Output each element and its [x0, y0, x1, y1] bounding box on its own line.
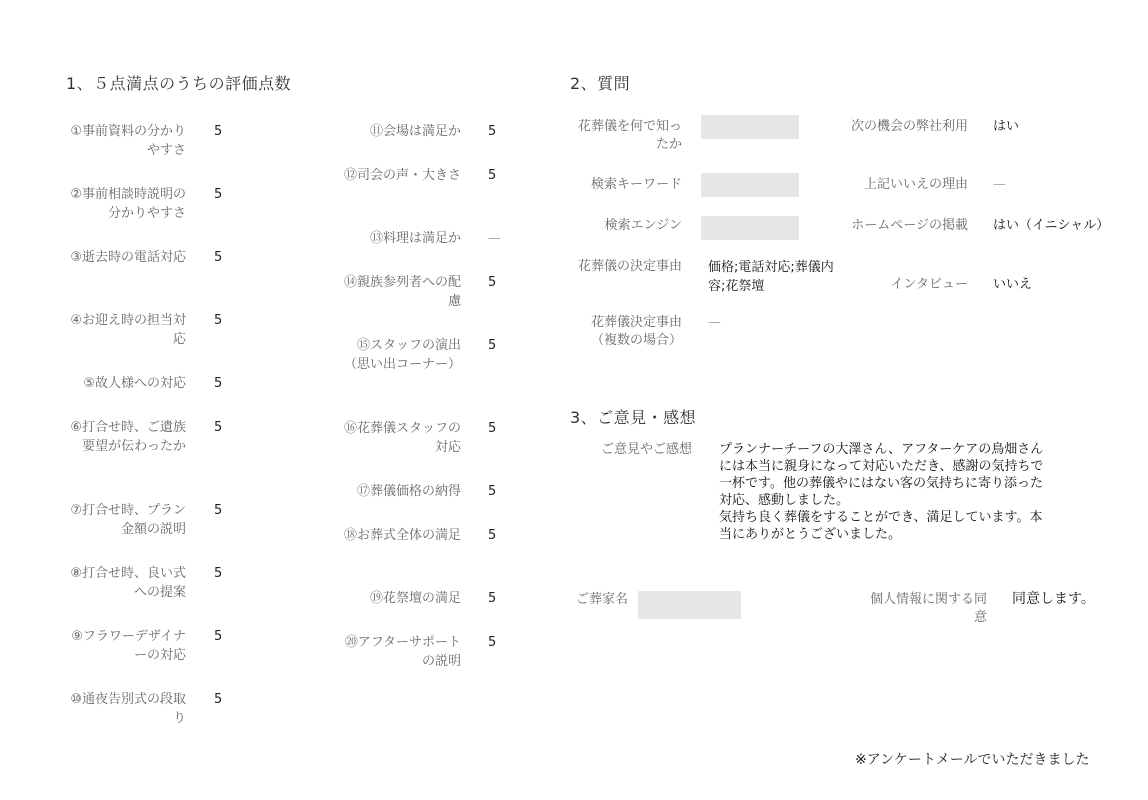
rating-value: 5	[214, 250, 223, 265]
rating-row	[66, 248, 234, 311]
rating-label: ①事前資料の分かりやすさ	[70, 124, 186, 158]
rating-label: ⑤故人様への対応	[83, 376, 186, 391]
rating-row	[66, 311, 234, 374]
rating-label: ⑮スタッフの演出（思い出コーナー）	[343, 338, 461, 372]
rating-label: ⑩通夜告別式の段取り	[70, 692, 186, 726]
section2-title: 2、質問	[570, 74, 631, 93]
rating-value: 5	[214, 420, 223, 435]
rating-row	[340, 336, 508, 419]
rating-value: 5	[488, 528, 497, 543]
rating-label: ⑭親族参列者への配慮	[343, 275, 461, 309]
no-reason-label: 上記いいえの理由	[863, 177, 968, 192]
search-keyword-label: 検索キーワード	[590, 177, 682, 192]
rating-label: ⑬料理は満足か	[369, 231, 461, 246]
rating-row	[66, 690, 234, 734]
rating-value: 5	[214, 187, 223, 202]
rating-row	[66, 501, 234, 564]
decision-reason-multi-value: —	[708, 315, 721, 330]
rating-label: ⑯花葬儀スタッフの対応	[343, 421, 461, 455]
rating-row	[66, 185, 234, 248]
rating-row	[340, 273, 508, 336]
rating-value: —	[488, 231, 501, 246]
rating-label: ③逝去時の電話対応	[70, 250, 186, 265]
rating-value: 5	[214, 629, 223, 644]
redacted-field	[701, 115, 799, 139]
rating-value: 5	[488, 484, 497, 499]
rating-label: ⑫司会の声・大きさ	[343, 168, 461, 183]
rating-label: ④お迎え時の担当対応	[70, 313, 186, 347]
rating-value: 5	[214, 503, 223, 518]
rating-row	[340, 633, 508, 677]
rating-value: 5	[488, 591, 497, 606]
interview-value: いいえ	[993, 277, 1033, 292]
privacy-consent-label: 個人情報に関する同意	[869, 592, 987, 625]
ratings-column-right	[340, 122, 508, 677]
opinion-label: ご意見やご感想	[600, 442, 692, 457]
how-known-label: 花葬儀を何で知ったか	[577, 119, 682, 152]
rating-label: ⑦打合せ時、プラン金額の説明	[70, 503, 186, 537]
no-reason-value: —	[993, 177, 1006, 192]
rating-label: ⑱お葬式全体の満足	[343, 528, 461, 543]
rating-value: 5	[488, 421, 497, 436]
search-engine-label: 検索エンジン	[604, 218, 682, 233]
homepage-post-label: ホームページの掲載	[851, 218, 968, 233]
rating-value: 5	[488, 338, 497, 353]
rating-value: 5	[488, 635, 497, 650]
rating-label: ⑨フラワーデザイナーの対応	[71, 629, 186, 663]
rating-label: ⑧打合せ時、良い式への提案	[70, 566, 186, 600]
ratings-column-left	[66, 122, 234, 734]
redacted-field	[701, 173, 799, 197]
rating-label: ②事前相談時説明の分かりやすさ	[70, 187, 186, 221]
rating-row	[66, 418, 234, 501]
rating-row	[340, 419, 508, 482]
rating-value: 5	[214, 566, 223, 581]
rating-row	[340, 589, 508, 633]
rating-row	[340, 122, 508, 166]
rating-value: 5	[488, 275, 497, 290]
next-use-value: はい	[993, 119, 1020, 134]
family-name-label: ご葬家名	[575, 592, 628, 607]
rating-value: 5	[214, 313, 223, 328]
redacted-field	[701, 216, 799, 240]
redacted-field	[638, 591, 741, 619]
rating-row	[340, 482, 508, 526]
section3-title: 3、ご意見・感想	[570, 408, 697, 427]
rating-label: ⑲花祭壇の満足	[369, 591, 461, 606]
rating-label: ⑥打合せ時、ご遺族要望が伝わったか	[70, 420, 186, 454]
rating-value: 5	[488, 124, 497, 139]
rating-row	[340, 166, 508, 229]
rating-value: 5	[488, 168, 497, 183]
opinion-text: プランナーチーフの大澤さん、アフターケアの鳥畑さんには本当に親身になって対応いただき、感謝の気持ちで一杯です。他の葬儀やにはない客の気持ちに寄り添った対応、感動しました。 気持ち良く葬儀をすることができ、満足しています。本当にありがとうございました。	[719, 442, 1044, 542]
privacy-consent-value: 同意します。	[1012, 591, 1095, 607]
rating-label: ⑪会場は満足か	[369, 124, 461, 139]
interview-label: インタビュー	[890, 277, 968, 292]
rating-row	[66, 564, 234, 627]
section1-title: 1、５点満点のうちの評価点数	[66, 74, 292, 93]
rating-row	[340, 229, 508, 273]
rating-row	[66, 374, 234, 418]
decision-reason-label: 花葬儀の決定事由	[577, 259, 682, 274]
footnote: ※アンケートメールでいただきました	[855, 752, 1090, 768]
rating-value: 5	[214, 692, 223, 707]
rating-value: 5	[214, 124, 223, 139]
decision-reason-value: 価格;電話対応;葬儀内容;花祭壇	[708, 260, 834, 294]
decision-reason-multi-label: 花葬儀決定事由（複数の場合）	[590, 315, 682, 348]
rating-label: ⑰葬儀価格の納得	[356, 484, 461, 499]
rating-value: 5	[214, 376, 223, 391]
rating-row	[340, 526, 508, 589]
homepage-post-value: はい（イニシャル）	[993, 218, 1110, 233]
rating-row	[66, 122, 234, 185]
rating-label: ⑳アフターサポートの説明	[344, 635, 461, 669]
next-use-label: 次の機会の弊社利用	[850, 119, 968, 134]
rating-row	[66, 627, 234, 690]
